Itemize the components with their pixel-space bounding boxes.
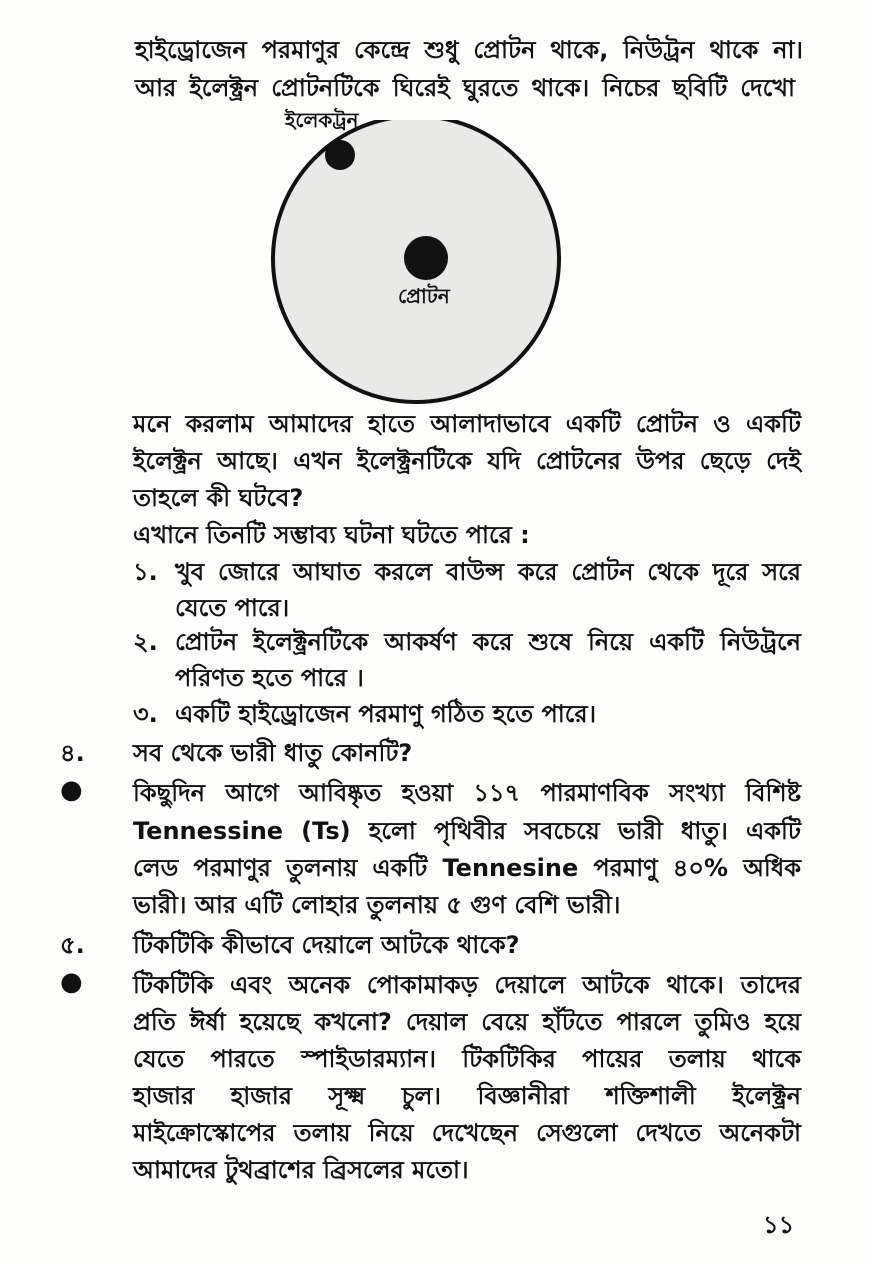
answer-5-line-5: মাইক্রোস্কোপের তলায় নিয়ে দেখেছেন সেগুলো দেখতে অনেকটা	[133, 1119, 801, 1147]
intro-line-2: আর ইলেক্ট্রন প্রোটনটিকে ঘিরেই ঘুরতে থাকে। নিচের ছবিটি দেখো	[135, 74, 795, 102]
question-4-heading: সব থেকে ভারী ধাতু কোনটি?	[133, 739, 413, 767]
proton-dot	[404, 236, 448, 280]
answer-5-line-3: যেতে পারতে স্পাইডারম্যান। টিকটিকির পায়ের তলায় থাকে	[133, 1045, 801, 1073]
electron-label: ইলেকট্রন	[285, 108, 359, 132]
para1-line-2: ইলেক্ট্রন আছে। এখন ইলেক্ট্রনটিকে যদি প্রোটনের উপর ছেড়ে দেই	[133, 447, 801, 475]
question-5-heading: টিকটিকি কীভাবে দেয়ালে আটকে থাকে?	[133, 931, 520, 959]
para1-line-3: তাহলে কী ঘটবে?	[133, 484, 304, 512]
list-item-2-line-1: প্রোটন ইলেক্ট্রনটিকে আকর্ষণ করে শুষে নিয়ে একটি নিউট্রনে	[175, 628, 801, 656]
question-4-number: ৪.	[60, 739, 85, 767]
intro-line-1: হাইড্রোজেন পরমাণুর কেন্দ্রে শুধু প্রোটন থাকে, নিউট্রন থাকে না।	[135, 36, 803, 64]
answer-5-line-2: প্রতি ঈর্ষা হয়েছে কখনো? দেয়াল বেয়ে হাঁটতে পারলে তুমিও হয়ে	[133, 1008, 801, 1036]
answer-4-line-1: কিছুদিন আগে আবিষ্কৃত হওয়া ১১৭ পারমাণবিক সংখ্যা বিশিষ্ট	[133, 779, 801, 807]
para1-line-4: এখানে তিনটি সম্ভাব্য ঘটনা ঘটতে পারে :	[133, 521, 530, 549]
list-number-2: ২.	[133, 628, 158, 656]
answer-5-line-6: আমাদের টুথব্রাশের ব্রিসলের মতো।	[133, 1156, 469, 1184]
list-item-1-line-2: যেতে পারে।	[175, 594, 290, 622]
list-item-3-line-1: একটি হাইড্রোজেন পরমাণু গঠিত হতে পারে।	[175, 700, 597, 728]
list-item-1-line-1: খুব জোরে আঘাত করলে বাউন্স করে প্রোটন থেকে দূরে সরে	[175, 558, 801, 586]
hydrogen-atom-diagram	[270, 120, 590, 420]
proton-label: প্রোটন	[398, 284, 450, 308]
answer-5-line-1: টিকটিকি এবং অনেক পোকামাকড় দেয়ালে আটকে থাকে। তাদের	[133, 971, 801, 999]
list-number-3: ৩.	[133, 700, 158, 728]
answer-5-line-4: হাজার হাজার সূক্ষ্ম চুল। বিজ্ঞানীরা শক্তিশালী ইলেক্ট্রন	[133, 1082, 801, 1110]
answer-5-bullet: ●	[60, 967, 83, 997]
electron-dot	[325, 140, 355, 170]
page-number: ১১	[763, 1211, 795, 1239]
answer-4-line-2: Tennessine (Ts) হলো পৃথিবীর সবচেয়ে ভারী ধাতু। একটি	[133, 817, 801, 845]
answer-4-bullet: ●	[60, 775, 83, 805]
answer-4-line-4: ভারী। আর এটি লোহার তুলনায় ৫ গুণ বেশি ভারী।	[133, 891, 621, 919]
answer-4-line-3: লেড পরমাণুর তুলনায় একটি Tennesine পরমাণু ৪০% অধিক	[133, 854, 801, 882]
list-number-1: ১.	[133, 558, 158, 586]
question-5-number: ৫.	[60, 931, 85, 959]
list-item-2-line-2: পরিণত হতে পারে ।	[175, 664, 364, 692]
para1-line-1: মনে করলাম আমাদের হাতে আলাদাভাবে একটি প্রোটন ও একটি	[133, 410, 801, 438]
